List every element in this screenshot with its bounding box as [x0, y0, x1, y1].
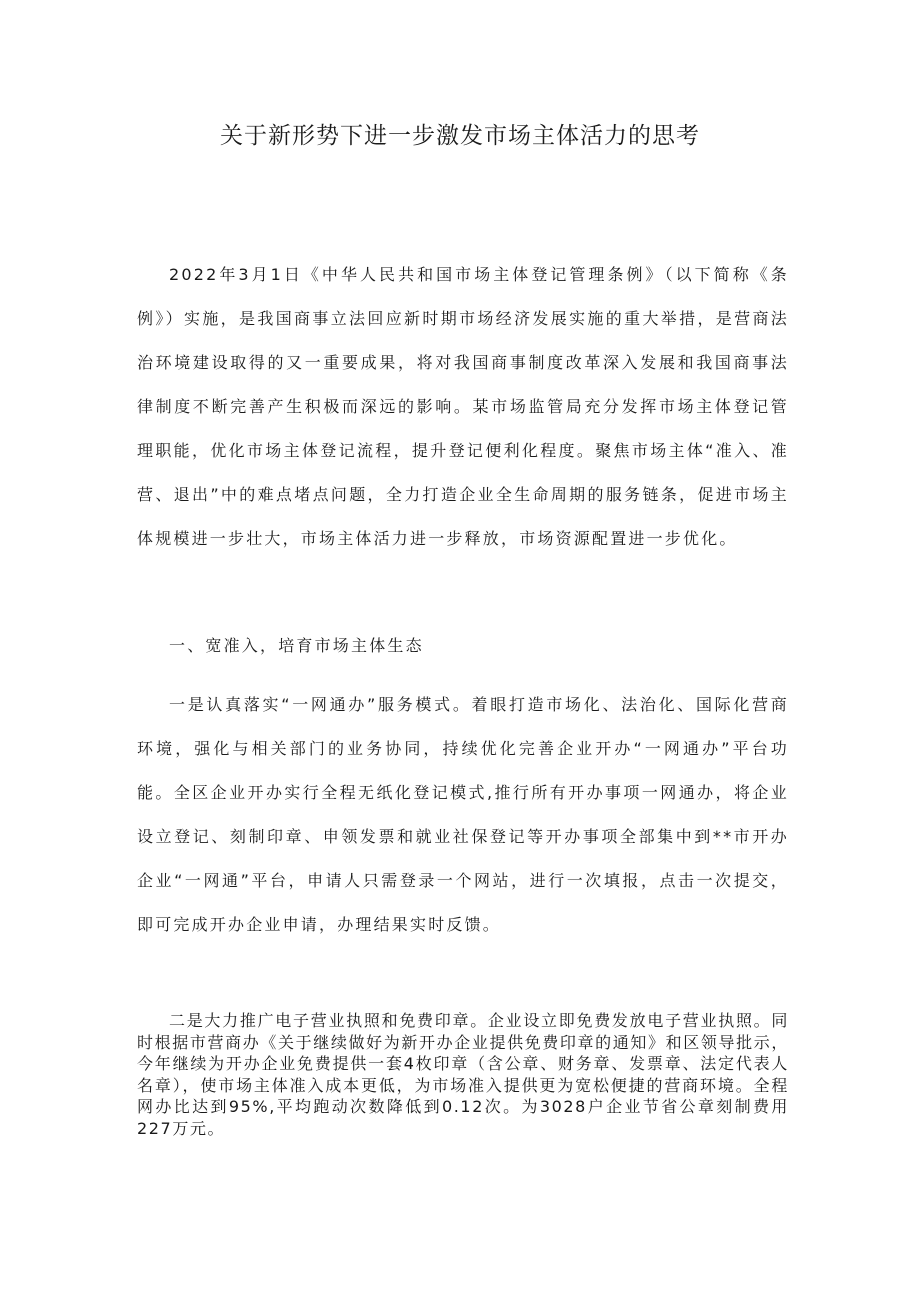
document-title: 关于新形势下进一步激发市场主体活力的思考 — [220, 123, 700, 149]
paragraph-one: 一是认真落实“一网通办”服务模式。着眼打造市场化、法治化、国际化营商环境，强化与相关部门的业务协同，持续优化完善企业开办“一网通办”平台功能。全区企业开办实行全程无纸化登记模式,推行所有开办事项一网通办，将企业设立登记、刻制印章、申领发票和就业社保登记等开办事项全部集中到**市开办企业“一网通”平台，申请人只需登录一个网站，进行一次填报，点击一次提交，即可完成开办企业申请，办理结果实时反馈。 — [137, 695, 789, 934]
paragraph-two: 二是大力推广电子营业执照和免费印章。企业设立即免费发放电子营业执照。同时根据市营商办《关于继续做好为新开办企业提供免费印章的通知》和区领导批示，今年继续为开办企业免费提供一套4枚印章（含公章、财务章、发票章、法定代表人名章），使市场主体准入成本更低，为市场准入提供更为宽松便捷的营商环境。全程网办比达到95%,平均跑动次数降低到0.12次。为3028户企业节省公章刻制费用227万元。 — [137, 1011, 789, 1138]
section-heading: 一、宽准入，培育市场主体生态 — [169, 636, 424, 655]
intro-paragraph: 2022年3月1日《中华人民共和国市场主体登记管理条例》（以下简称《条例》）实施，是我国商事立法回应新时期市场经济发展实施的重大举措，是营商法治环境建设取得的又一重要成果，将对我国商事制度改革深入发展和我国商事法律制度不断完善产生积极而深远的影响。某市场监管局充分发挥市场主体登记管理职能，优化市场主体登记流程，提升登记便利化程度。聚焦市场主体“准入、准营、退出”中的难点堵点问题，全力打造企业全生命周期的服务链条，促进市场主体规模进一步壮大，市场主体活力进一步释放，市场资源配置进一步优化。 — [137, 265, 789, 548]
